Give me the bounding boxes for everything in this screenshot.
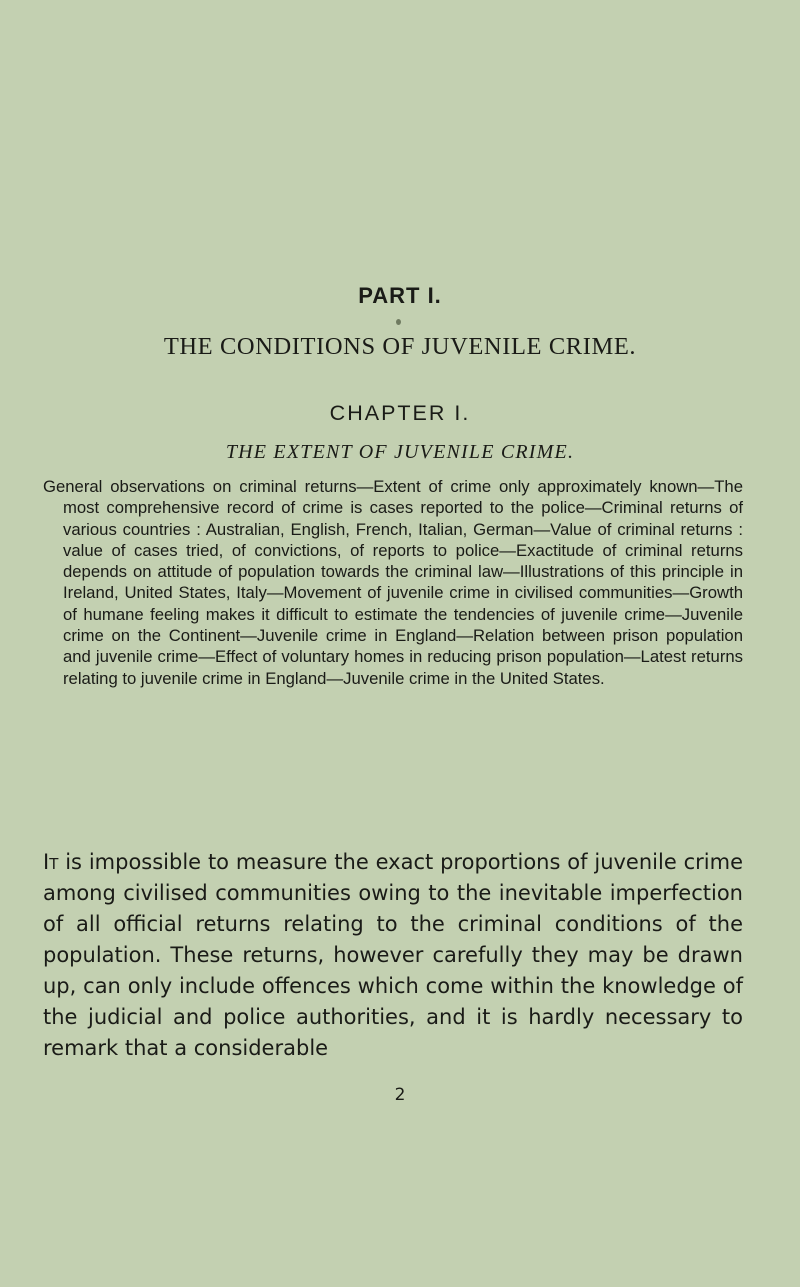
- body-lead-word: It: [43, 850, 59, 874]
- chapter-synopsis: General observations on criminal returns—Extent of crime only approximately known—The most comprehensive record of crime is cases reported to the police—Criminal returns of various countries : Australian, English, French, Italian, German—Value of criminal returns : value of cases tried, of convictions, of reports to police—Exactitude of criminal returns depends on attitude of population towards the criminal law—Illustrations of this principle in Ireland, United States, Italy—Movement of juvenile crime in civilised communities—Growth of humane feeling makes it difficult to estimate the tendencies of juvenile crime—Juvenile crime on the Continent—Juvenile crime in England—Relation between prison population and juvenile crime—Effect of voluntary homes in reducing prison population—Latest returns relating to juvenile crime in England—Juvenile crime in the United States.: [43, 477, 743, 688]
- chapter-title: THE EXTENT OF JUVENILE CRIME.: [225, 441, 575, 463]
- chapter-heading: CHAPTER I.: [329, 401, 471, 425]
- body-paragraph-text: is impossible to measure the exact proportions of juvenile crime among civilised communities owing to the inevitable imperfection of all official returns relating to the criminal conditions of the population. These returns, however carefully they may be drawn up, can only include offences which come within the knowledge of the judicial and police authorities, and it is hardly necessary to remark that a considerable: [43, 850, 743, 1060]
- print-speck: [396, 319, 401, 325]
- main-title: THE CONDITIONS OF JUVENILE CRIME.: [163, 333, 637, 360]
- part-heading: PART I.: [358, 283, 442, 308]
- page-number: 2: [394, 1085, 406, 1105]
- body-paragraph: [43, 847, 743, 1064]
